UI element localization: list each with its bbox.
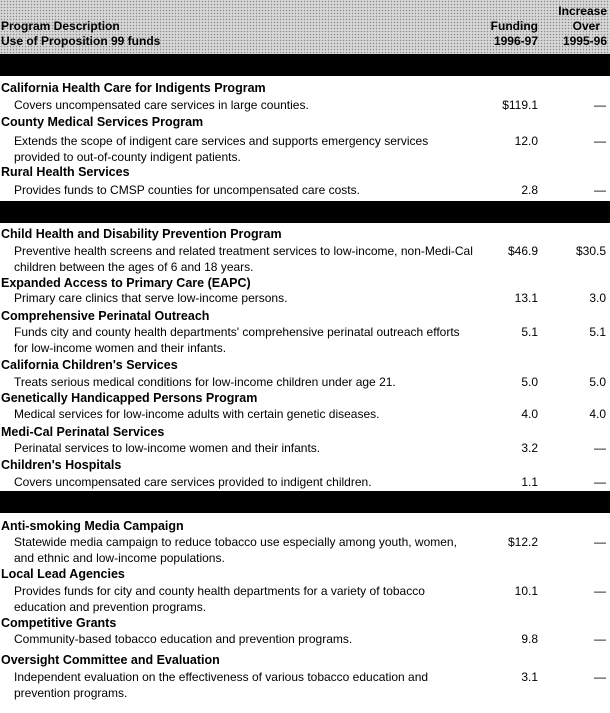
program-title: Comprehensive Perinatal Outreach xyxy=(1,309,210,323)
program-title: California Health Care for Indigents Program xyxy=(1,81,266,95)
program-increase: 5.1 xyxy=(589,325,606,339)
header-increase-year: 1995-96 xyxy=(562,34,607,48)
program-description: Medical services for low-income adults with certain genetic diseases. xyxy=(14,407,380,421)
section-divider-bar xyxy=(0,201,610,223)
program-title: Children's Hospitals xyxy=(1,458,122,472)
program-description: Independent evaluation on the effectiveness of various tobacco education and prevention programs. xyxy=(14,670,429,700)
program-funding: 10.1 xyxy=(514,584,538,598)
program-increase: 4.0 xyxy=(589,407,606,421)
program-title: Local Lead Agencies xyxy=(1,567,125,581)
header-increase: Increase xyxy=(558,4,607,18)
program-increase: — xyxy=(594,183,606,197)
program-title: California Children's Services xyxy=(1,358,178,372)
program-increase: — xyxy=(594,134,606,148)
section-divider-bar xyxy=(0,54,610,76)
program-title: Competitive Grants xyxy=(1,616,117,630)
program-funding: $46.9 xyxy=(507,244,538,258)
header-use-of-funds: Use of Proposition 99 funds xyxy=(1,34,161,48)
program-funding: 9.8 xyxy=(521,632,538,646)
program-description: Covers uncompensated care services provided to indigent children. xyxy=(14,475,372,489)
program-increase: — xyxy=(594,441,606,455)
program-increase: — xyxy=(594,535,606,549)
program-description: Primary care clinics that serve low-income persons. xyxy=(14,291,288,305)
program-funding: 13.1 xyxy=(514,291,538,305)
program-description: Statewide media campaign to reduce tobacco use especially among youth, women, and ethnic and low-income populations. xyxy=(14,535,457,565)
program-funding: $12.2 xyxy=(507,535,538,549)
program-increase: 5.0 xyxy=(589,375,606,389)
program-increase: $30.5 xyxy=(575,244,606,258)
program-increase: — xyxy=(594,584,606,598)
header-over: Over xyxy=(572,19,600,33)
program-increase: — xyxy=(594,670,606,684)
program-title: Rural Health Services xyxy=(1,165,130,179)
program-description: Treats serious medical conditions for low-income children under age 21. xyxy=(14,375,396,389)
program-funding: 3.1 xyxy=(521,670,538,684)
program-description: Community-based tobacco education and prevention programs. xyxy=(14,632,353,646)
program-description: Preventive health screens and related treatment services to low-income, non-Medi-Cal children between the ages of 6 and 18 years. xyxy=(14,244,473,274)
program-funding: 1.1 xyxy=(521,475,538,489)
program-increase: — xyxy=(594,98,606,112)
program-title: Oversight Committee and Evaluation xyxy=(1,653,220,667)
program-title: County Medical Services Program xyxy=(1,115,204,129)
program-funding: 5.0 xyxy=(521,375,538,389)
program-funding: 12.0 xyxy=(514,134,538,148)
program-description: Funds city and county health departments' comprehensive perinatal outreach efforts for low-income women and their infants. xyxy=(14,325,460,355)
program-increase: 3.0 xyxy=(589,291,606,305)
program-title: Medi-Cal Perinatal Services xyxy=(1,425,165,439)
program-description: Perinatal services to low-income women and their infants. xyxy=(14,441,321,455)
program-increase: — xyxy=(594,632,606,646)
program-title: Child Health and Disability Prevention Program xyxy=(1,227,282,241)
program-funding: 5.1 xyxy=(521,325,538,339)
header-funding: Funding xyxy=(490,19,538,33)
program-increase: — xyxy=(594,475,606,489)
program-funding: 4.0 xyxy=(521,407,538,421)
program-funding: 3.2 xyxy=(521,441,538,455)
section-divider-bar xyxy=(0,491,610,513)
header-program-description: Program Description xyxy=(1,19,120,33)
program-description: Covers uncompensated care services in large counties. xyxy=(14,98,309,112)
program-title: Genetically Handicapped Persons Program xyxy=(1,391,258,405)
program-description: Provides funds to CMSP counties for uncompensated care costs. xyxy=(14,183,360,197)
table-header xyxy=(0,0,610,54)
program-description: Extends the scope of indigent care services and supports emergency services provided to out-of-county indigent patients. xyxy=(14,134,429,164)
program-funding: $119.1 xyxy=(502,98,538,112)
program-description: Provides funds for city and county health departments for a variety of tobacco education and prevention programs. xyxy=(14,584,425,614)
program-funding: 2.8 xyxy=(521,183,538,197)
program-title: Anti-smoking Media Campaign xyxy=(1,519,184,533)
header-funding-year: 1996-97 xyxy=(493,34,538,48)
program-title: Expanded Access to Primary Care (EAPC) xyxy=(1,276,251,290)
